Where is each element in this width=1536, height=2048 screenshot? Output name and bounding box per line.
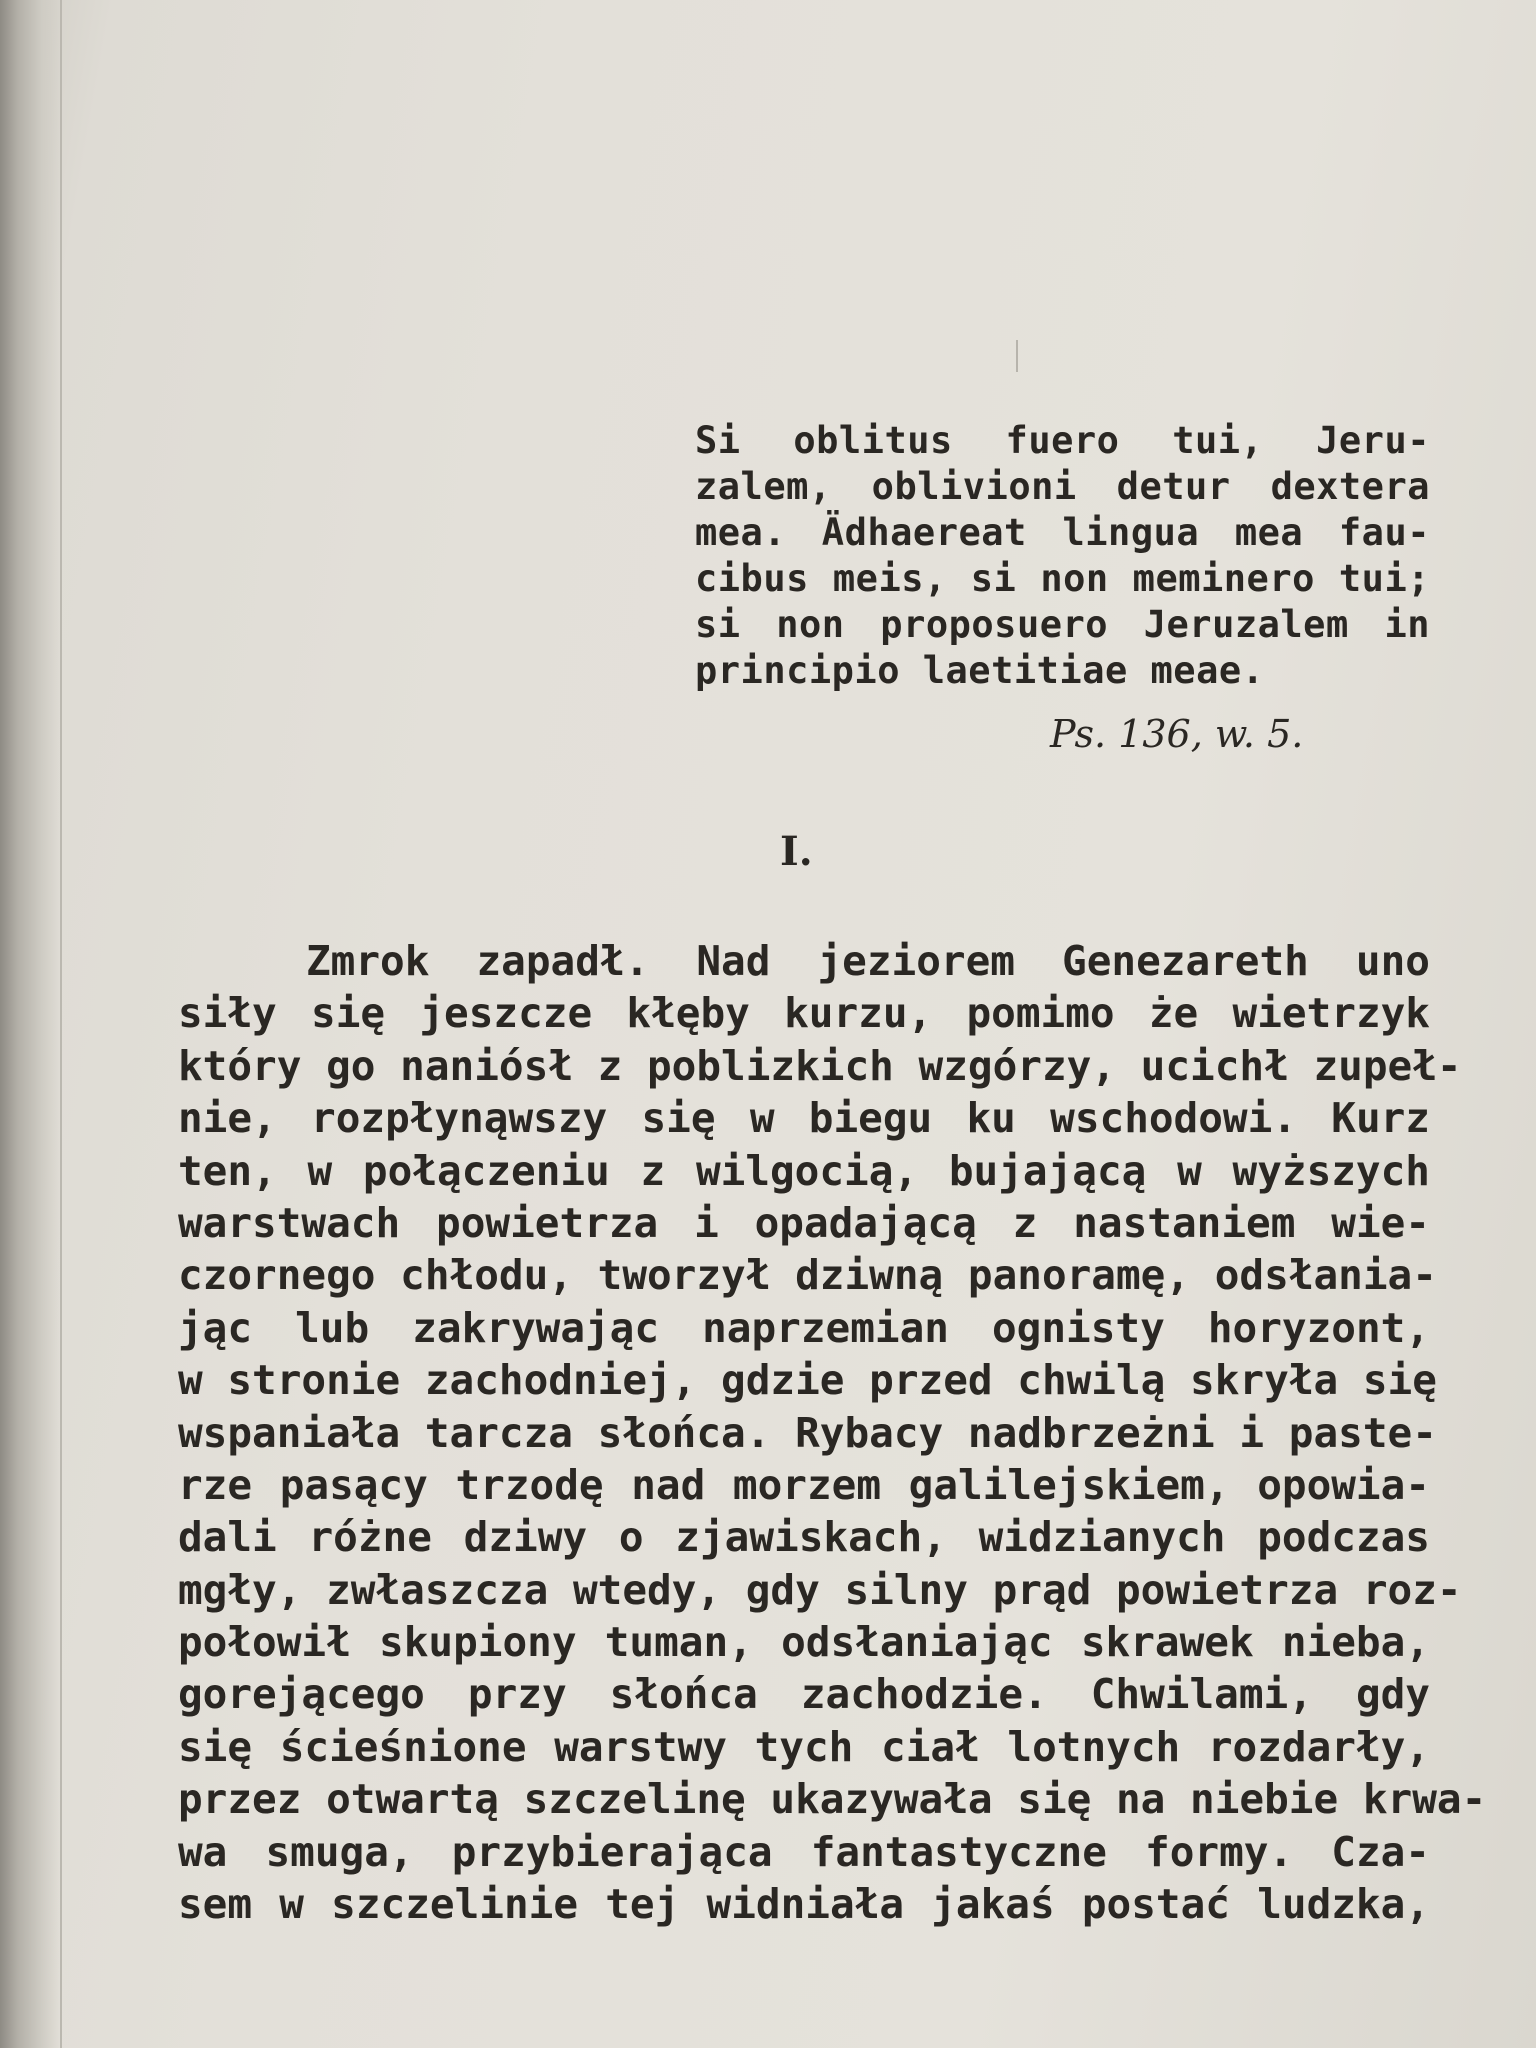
epigraph-line: si non proposuero Jeruzalem in [695, 603, 1430, 646]
body-line: przez otwartą szczelinę ukazywała się na niebie krwa- [178, 1775, 1487, 1824]
body-line: wa smuga, przybierająca fantastyczne formy. Cza- [178, 1827, 1430, 1876]
body-text [178, 935, 1487, 1930]
body-line: rze pasący trzodę nad morzem galilejskiem, opowia- [178, 1460, 1430, 1509]
body-line: Zmrok zapadł. Nad jeziorem Genezareth uno [306, 937, 1430, 985]
epigraph-line: zalem, oblivioni detur dextera [695, 465, 1430, 508]
epigraph-line: principio laetitiae meae. [695, 649, 1265, 692]
body-line: dali różne dziwy o zjawiskach, widzianych podczas [178, 1513, 1430, 1562]
body-line: jąc lub zakrywając naprzemian ognisty horyzont, [178, 1303, 1430, 1352]
body-line: warstwach powietrza i opadającą z nastaniem wie- [178, 1198, 1430, 1247]
body-line: ten, w połączeniu z wilgocią, bujającą w wyższych [178, 1146, 1430, 1195]
epigraph-line: mea. Ädhaereat lingua mea fau- [695, 511, 1430, 554]
binding-shadow [0, 0, 60, 2048]
page-edge [60, 0, 62, 2048]
body-line: siły się jeszcze kłęby kurzu, pomimo że wietrzyk [178, 989, 1430, 1038]
body-line: w stronie zachodniej, gdzie przed chwilą skryła się [178, 1356, 1437, 1405]
epigraph-citation: Ps. 136, w. 5. [1050, 712, 1304, 756]
epigraph-line: Si oblitus fuero tui, Jeru- [695, 419, 1430, 462]
body-line: czornego chłodu, tworzył dziwną panoramę, odsłania- [178, 1251, 1437, 1300]
epigraph-line: cibus meis, si non meminero tui; [695, 557, 1430, 600]
chapter-number: I. [780, 828, 813, 875]
body-line: nie, rozpłynąwszy się w biegu ku wschodowi. Kurz [178, 1094, 1430, 1143]
body-line: się ścieśnione warstwy tych ciał lotnych rozdarły, [178, 1722, 1430, 1771]
body-line: połowił skupiony tuman, odsłaniając skrawek nieba, [178, 1618, 1430, 1667]
body-line: który go naniósł z poblizkich wzgórzy, ucichł zupeł- [178, 1041, 1462, 1090]
body-line: gorejącego przy słońca zachodzie. Chwilami, gdy [178, 1670, 1430, 1719]
body-line: wspaniała tarcza słońca. Rybacy nadbrzeżni i paste- [178, 1408, 1437, 1457]
paper-mark [1016, 340, 1018, 372]
body-line: mgły, zwłaszcza wtedy, gdy silny prąd powietrza roz- [178, 1565, 1462, 1614]
body-line: sem w szczelinie tej widniała jakaś postać ludzka, [178, 1880, 1430, 1929]
epigraph [695, 418, 1430, 694]
